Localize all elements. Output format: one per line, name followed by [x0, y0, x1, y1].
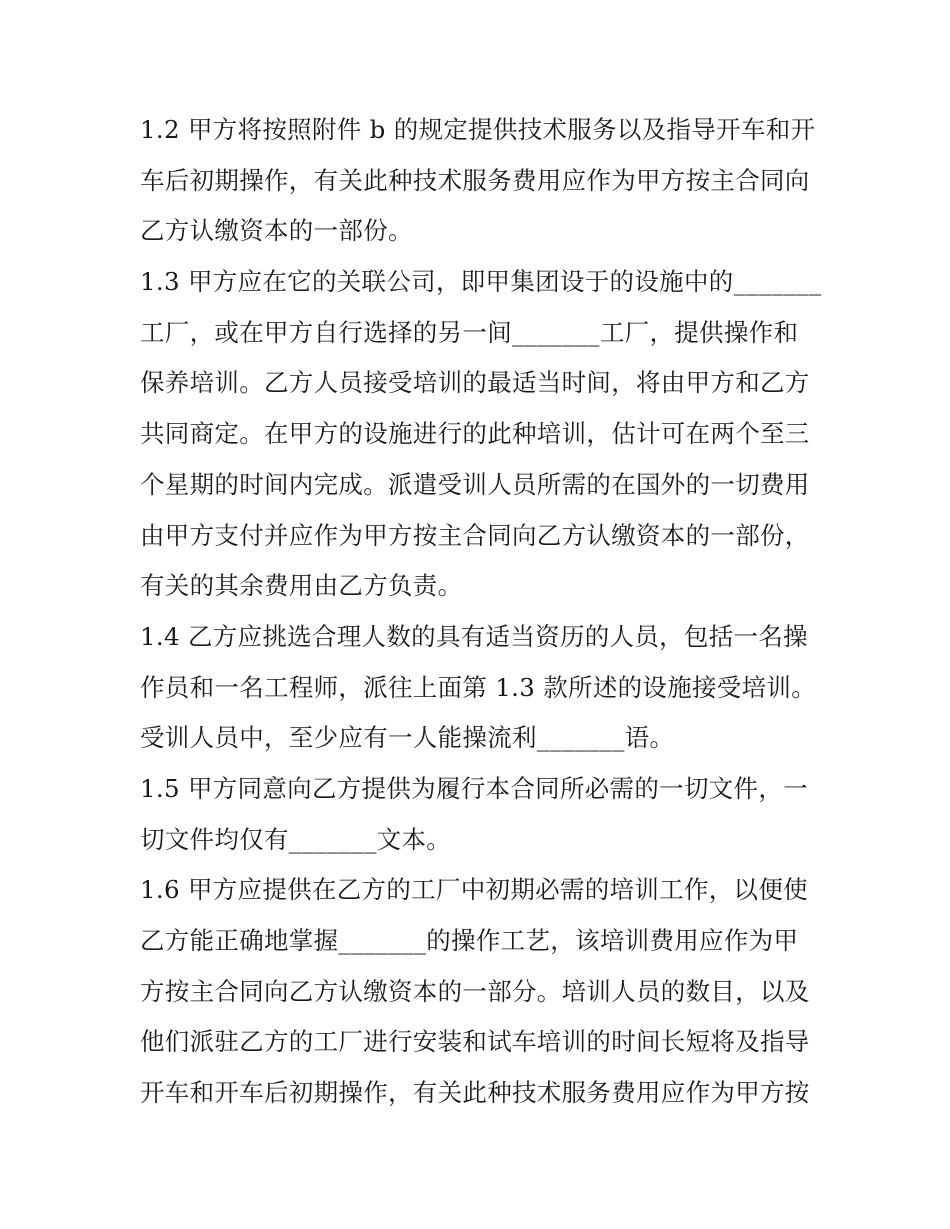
text-line: 切文件均仅有_______文本。 — [140, 824, 452, 854]
text-line: 个星期的时间内完成。派遣受训人员所需的在国外的一切费用 — [140, 469, 810, 499]
text-line: 工厂，或在甲方自行选择的另一间_______工厂，提供操作和 — [140, 317, 799, 347]
text-line: 乙方能正确地掌握_______的操作工艺，该培训费用应作为甲 — [140, 926, 799, 955]
text-line: 共同商定。在甲方的设施进行的此种培训，估计可在两个至三 — [140, 419, 810, 449]
text-line: 开车和开车后初期操作，有关此种技术服务费用应作为甲方按 — [140, 1078, 810, 1108]
text-line: 他们派驻乙方的工厂进行安装和试车培训的时间长短将及指导 — [140, 1027, 810, 1057]
text-line: 车后初期操作，有关此种技术服务费用应作为甲方按主合同向 — [140, 165, 810, 195]
document-body — [140, 105, 822, 1119]
text-line: 保养培训。乙方人员接受培训的最适当时间，将由甲方和乙方 — [140, 368, 810, 398]
text-line: 1.4 乙方应挑选合理人数的具有适当资历的人员，包括一名操 — [140, 621, 808, 651]
text-line: 作员和一名工程师，派往上面第 1.3 款所述的设施接受培训。 — [140, 672, 817, 702]
text-line: 由甲方支付并应作为甲方按主合同向乙方认缴资本的一部份， — [140, 520, 810, 550]
text-line: 1.2 甲方将按照附件 b 的规定提供技术服务以及指导开车和开 — [140, 115, 816, 144]
text-line: 乙方认缴资本的一部份。 — [140, 216, 413, 246]
text-line: 1.3 甲方应在它的关联公司，即甲集团设于的设施中的_______ — [140, 267, 822, 297]
text-line: 1.5 甲方同意向乙方提供为履行本合同所必需的一切文件，一 — [140, 773, 808, 803]
text-line: 受训人员中，至少应有一人能操流利_______语。 — [140, 723, 675, 753]
text-line: 有关的其余费用由乙方负责。 — [140, 571, 463, 601]
text-line: 1.6 甲方应提供在乙方的工厂中初期必需的培训工作，以便使 — [140, 875, 808, 905]
text-line: 方按主合同向乙方认缴资本的一部分。培训人员的数目，以及 — [140, 976, 810, 1006]
